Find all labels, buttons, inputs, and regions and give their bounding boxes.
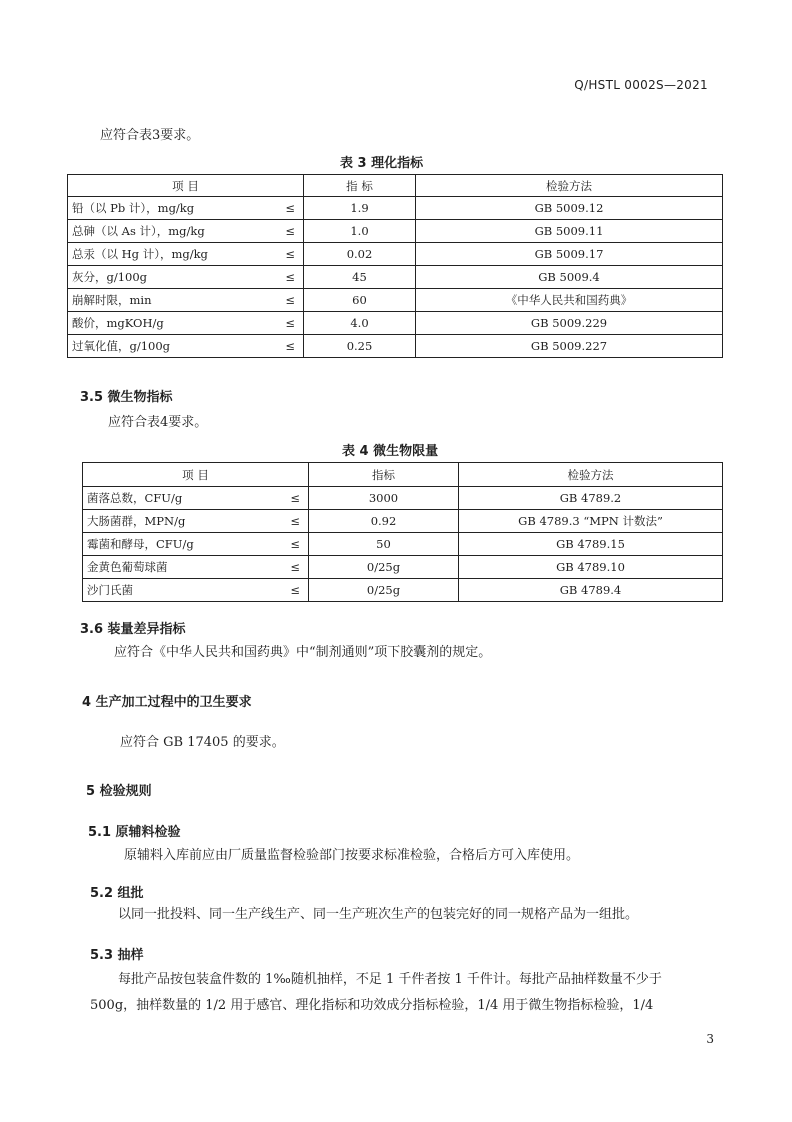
row-method: GB 5009.11: [416, 220, 723, 243]
row-operator: ≤: [258, 243, 304, 266]
table-row: [83, 579, 723, 602]
row-operator: ≤: [263, 510, 309, 533]
row-value: 45: [304, 266, 416, 289]
table3-header-method: 检验方法: [416, 175, 723, 197]
table-row: [68, 243, 723, 266]
row-operator: ≤: [258, 266, 304, 289]
row-item: 过氧化值，g/100g: [68, 335, 258, 358]
table-row: [68, 289, 723, 312]
section-4-text: 应符合 GB 17405 的要求。: [120, 735, 285, 750]
table4-header-row: [83, 463, 723, 487]
section-5-3-line2: 500g，抽样数量的 1/2 用于感官、理化指标和功效成分指标检验，1/4 用于微生物指标检验，1/4: [90, 998, 654, 1013]
section-5-1-heading: 5.1 原辅料检验: [88, 825, 181, 840]
section-3-6-text: 应符合《中华人民共和国药典》中“制剂通则”项下胶囊剂的规定。: [114, 645, 492, 660]
row-method: 《中华人民共和国药典》: [416, 289, 723, 312]
table-row: [68, 197, 723, 220]
row-operator: ≤: [258, 197, 304, 220]
table3-header-value: 指 标: [304, 175, 416, 197]
row-method: GB 4789.2: [459, 487, 723, 510]
row-operator: ≤: [263, 533, 309, 556]
table-row: [68, 335, 723, 358]
table-row: [68, 312, 723, 335]
row-value: 1.9: [304, 197, 416, 220]
table-row: [68, 220, 723, 243]
row-method: GB 4789.4: [459, 579, 723, 602]
table-row: [83, 556, 723, 579]
row-item: 沙门氏菌: [83, 579, 263, 602]
row-item: 霉菌和酵母，CFU/g: [83, 533, 263, 556]
section-5-1-text: 原辅料入库前应由厂质量监督检验部门按要求标准检验，合格后方可入库使用。: [124, 848, 580, 863]
row-value: 0/25g: [309, 556, 459, 579]
row-method: GB 4789.3 “MPN 计数法”: [459, 510, 723, 533]
row-value: 0.25: [304, 335, 416, 358]
table-row: [83, 487, 723, 510]
table4-header-value: 指标: [309, 463, 459, 487]
table3-header-row: [68, 175, 723, 197]
row-method: GB 5009.17: [416, 243, 723, 266]
section-3-5-heading: 3.5 微生物指标: [80, 390, 173, 405]
row-operator: ≤: [263, 556, 309, 579]
standard-code: Q/HSTL 0002S—2021: [574, 78, 708, 92]
row-value: 0/25g: [309, 579, 459, 602]
table3-caption: 表 3 理化指标: [340, 156, 424, 171]
row-operator: ≤: [263, 487, 309, 510]
row-item: 总砷（以 As 计），mg/kg: [68, 220, 258, 243]
row-method: GB 5009.227: [416, 335, 723, 358]
table4-header-method: 检验方法: [459, 463, 723, 487]
row-item: 酸价，mgKOH/g: [68, 312, 258, 335]
row-value: 1.0: [304, 220, 416, 243]
table3: [67, 174, 723, 358]
row-value: 0.92: [309, 510, 459, 533]
row-item: 金黄色葡萄球菌: [83, 556, 263, 579]
table-row: [83, 533, 723, 556]
row-operator: ≤: [258, 289, 304, 312]
table3-header-item: 项 目: [68, 175, 304, 197]
row-item: 崩解时限，min: [68, 289, 258, 312]
row-operator: ≤: [258, 220, 304, 243]
row-value: 3000: [309, 487, 459, 510]
table4-caption: 表 4 微生物限量: [342, 444, 439, 459]
row-operator: ≤: [263, 579, 309, 602]
row-method: GB 4789.15: [459, 533, 723, 556]
row-operator: ≤: [258, 335, 304, 358]
section-5-3-heading: 5.3 抽样: [90, 948, 144, 963]
section-3-5-text: 应符合表4要求。: [108, 415, 208, 430]
row-item: 大肠菌群，MPN/g: [83, 510, 263, 533]
row-method: GB 5009.12: [416, 197, 723, 220]
section-5-3-line1: 每批产品按包装盒件数的 1‰随机抽样，不足 1 千件者按 1 千件计。每批产品抽样数量不少于: [118, 972, 662, 987]
table4-header-item: 项 目: [83, 463, 309, 487]
row-value: 60: [304, 289, 416, 312]
row-operator: ≤: [258, 312, 304, 335]
row-item: 灰分，g/100g: [68, 266, 258, 289]
row-value: 0.02: [304, 243, 416, 266]
row-item: 总汞（以 Hg 计），mg/kg: [68, 243, 258, 266]
table3-intro: 应符合表3要求。: [100, 128, 200, 143]
page-number: 3: [706, 1032, 714, 1046]
section-5-2-text: 以同一批投料、同一生产线生产、同一生产班次生产的包装完好的同一规格产品为一组批。: [118, 907, 639, 922]
section-5-heading: 5 检验规则: [86, 784, 152, 799]
section-4-heading: 4 生产加工过程中的卫生要求: [82, 695, 252, 710]
row-method: GB 5009.229: [416, 312, 723, 335]
table-row: [68, 266, 723, 289]
table4: [82, 462, 723, 602]
row-item: 菌落总数，CFU/g: [83, 487, 263, 510]
section-3-6-heading: 3.6 装量差异指标: [80, 622, 186, 637]
row-item: 铅（以 Pb 计），mg/kg: [68, 197, 258, 220]
row-value: 50: [309, 533, 459, 556]
section-5-2-heading: 5.2 组批: [90, 886, 144, 901]
row-method: GB 5009.4: [416, 266, 723, 289]
row-method: GB 4789.10: [459, 556, 723, 579]
table-row: [83, 510, 723, 533]
row-value: 4.0: [304, 312, 416, 335]
